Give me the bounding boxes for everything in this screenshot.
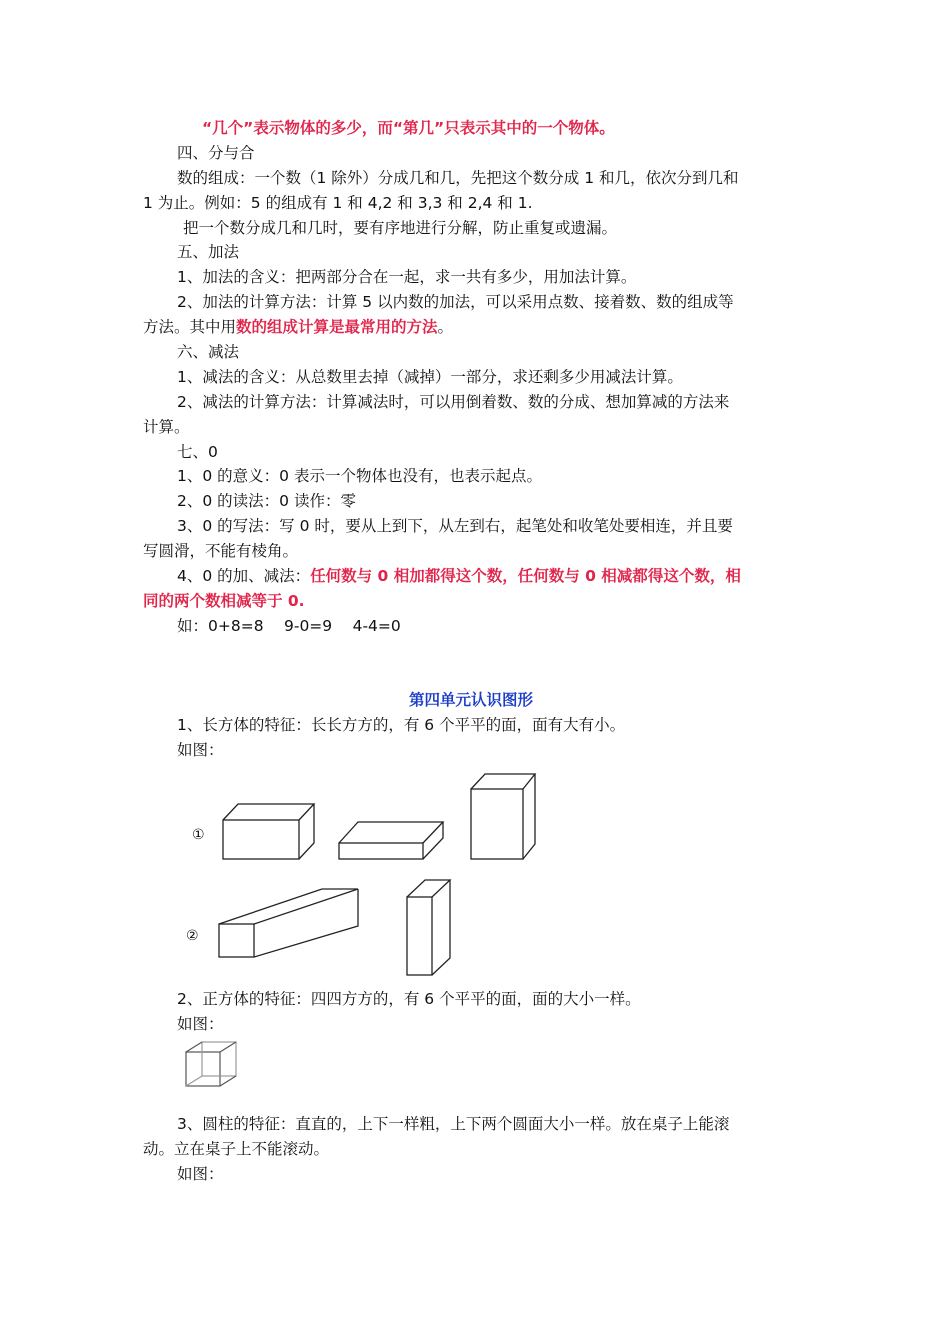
- text: 。: [437, 318, 454, 336]
- highlight-note: “几个”表示物体的多少，而“第几”只表示其中的一个物体。: [202, 119, 615, 137]
- section-heading: 五、加法: [177, 243, 240, 261]
- highlight-text: 数的组成计算是最常用的方法: [236, 318, 438, 336]
- cuboid-4: [219, 889, 358, 957]
- cuboid-3: [471, 774, 535, 859]
- figure-marker: ②: [186, 928, 199, 944]
- figure-marker: ①: [192, 827, 205, 843]
- paragraph-line: 计算。: [143, 418, 190, 436]
- paragraph-line: 1、减法的含义：从总数里去掉（减掉）一部分，求还剩多少用减法计算。: [177, 368, 683, 386]
- paragraph-line: 1 为止。例如：5 的组成有 1 和 4,2 和 3,3 和 2,4 和 1.: [143, 194, 533, 212]
- paragraph-line: 数的组成：一个数（1 除外）分成几和几，先把这个数分成 1 和几，依次分到几和: [177, 169, 739, 187]
- cube-figure: [180, 1036, 244, 1092]
- unit-title: 第四单元认识图形: [409, 691, 534, 709]
- paragraph-line: 如图：: [177, 1015, 224, 1033]
- highlight-text: 任何数与 0 相加都得这个数，任何数与 0 相减都得这个数，相: [310, 567, 741, 585]
- paragraph-line: 如图：: [177, 741, 224, 759]
- section-heading: 六、减法: [177, 343, 240, 361]
- highlight-text: 同的两个数相减等于 0.: [143, 592, 305, 610]
- paragraph-line: 写圆滑，不能有棱角。: [143, 542, 299, 560]
- section-heading: 四、分与合: [177, 144, 255, 162]
- paragraph-line: [177, 566, 741, 586]
- text: 方法。其中用: [143, 318, 237, 336]
- paragraph-line: 2、加法的计算方法：计算 5 以内数的加法，可以采用点数、接着数、数的组成等: [177, 293, 734, 311]
- cuboid-2: [339, 822, 443, 859]
- paragraph-line: 2、减法的计算方法：计算减法时，可以用倒着数、数的分成、想加算减的方法来: [177, 393, 730, 411]
- paragraph-line: [143, 317, 453, 337]
- paragraph-line: 3、圆柱的特征：直直的，上下一样粗，上下两个圆面大小一样。放在桌子上能滚: [177, 1115, 730, 1133]
- text: 4、0 的加、减法：: [177, 567, 311, 585]
- paragraph-line: 把一个数分成几和几时，要有序地进行分解，防止重复或遗漏。: [183, 219, 618, 237]
- cuboid-1: [223, 804, 314, 859]
- paragraph-line: 如：0+8=8 9-0=9 4-4=0: [177, 617, 401, 635]
- paragraph-line: 3、0 的写法：写 0 时，要从上到下，从左到右，起笔处和收笔处要相连，并且要: [177, 517, 733, 535]
- section-heading: 七、0: [177, 443, 218, 461]
- paragraph-line: 1、0 的意义：0 表示一个物体也没有，也表示起点。: [177, 467, 542, 485]
- paragraph-line: 1、加法的含义：把两部分合在一起，求一共有多少，用加法计算。: [177, 268, 637, 286]
- paragraph-line: 如图：: [177, 1165, 224, 1183]
- cuboid-figures: [0, 760, 950, 990]
- paragraph-line: 2、0 的读法：0 读作：零: [177, 492, 356, 510]
- paragraph-line: 2、正方体的特征：四四方方的，有 6 个平平的面，面的大小一样。: [177, 990, 641, 1008]
- cuboid-5: [407, 880, 450, 975]
- paragraph-line: 动。立在桌子上不能滚动。: [143, 1140, 330, 1158]
- paragraph-line: 1、长方体的特征：长长方方的，有 6 个平平的面，面有大有小。: [177, 716, 626, 734]
